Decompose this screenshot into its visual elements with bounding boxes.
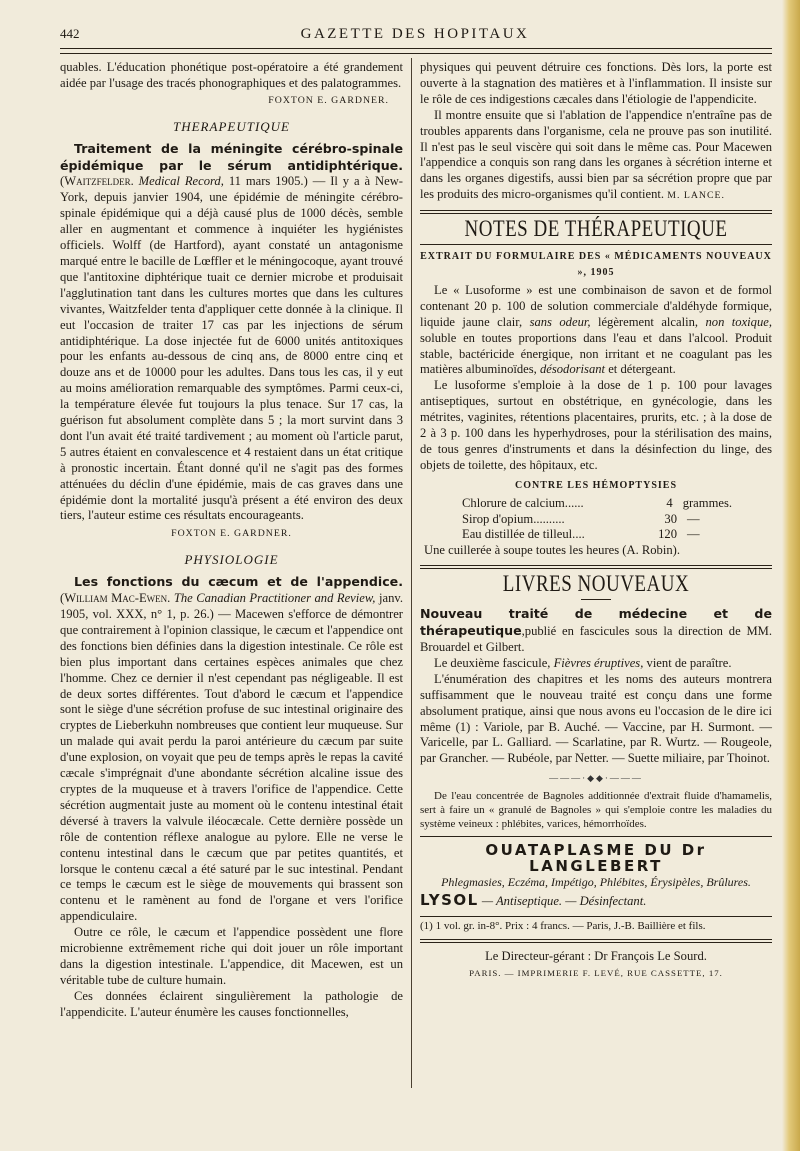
heading-rule <box>420 244 772 245</box>
article-heading: Traitement de la méningite cérébro-spinale épidémique par le sérum antidiphtérique. <box>60 140 403 173</box>
article-author: (Waitzfelder. <box>60 174 134 189</box>
book-paragraph-2: L'énumération des chapitres et les noms des auteurs montrera suffisamment que le nouveau traité est conçu dans une forme absolument pratique, ainsi que nous avons eu l'occasion de le dire ici même (1) : Variole, par B. Auché. — Vaccine, par H. Surmont. — Varicelle, par L. Galliard. — Scarlatine, par R. Wurtz. — Rougeole, par Grancher. — Rubéole, par Netter. — Suette miliaire, par Thoinot. <box>420 671 772 766</box>
article-body: janv. 1905, vol. XXX, n° 1, p. 26.) — Macewen s'efforce de démontrer que contrairement à l'opinion classique, le cæcum et l'appendice ont des fonctions bien définies dans la digestion intestinale. Ce rôle est bien plus important dans certaines espèces animales que chez l'homme. Chez ce dernier il n'est cependant pas négligeable. Il est de deux sortes différentes. Tout d'abord le cæcum et l'appendice sont le siège d'une sécrétion profuse de suc intestinal originaire des cryptes de Lieberkuhn nombreuses que contient leur muqueuse. Sur un malade qui avait perdu la paroi antérieure du cæcum par suite d'une explosion, on voyait que peu de temps après le repas la cavité cæcale s'imprégnait d'une abondante sécrétion alcaline issue des cryptes de la muqueuse et à travers l'orifice de l'appendice. Cette sécrétion augmentait juste au moment où le contenu intestinal était déversé à travers la valvule iléocæcale. Cette dernière possède un rôle de contention réflexe analogue au pylore. Elle ne verse le contenu intestinal dans le cæcum que par petites quantités, et lorsque le contenu cæcal a été saturé par le suc intestinal. Pendant ce temps le cæcum est le siège de mouvements qui brassent son contenu et le ramènent au fond de l'organe et vers l'orifice appendiculaire. <box>60 591 403 924</box>
ouataplasme-ad-subtitle: Phlegmasies, Eczéma, Impétigo, Phlébites, Érysipèles, Brûlures. <box>441 874 751 889</box>
imprint-line: PARIS. — IMPRIMERIE F. LEVÉ, RUE CASSETTE, 17. <box>469 967 723 978</box>
page-number: 442 <box>60 26 80 41</box>
book-text: vient de paraître. <box>646 655 732 670</box>
ad-rule <box>420 836 772 837</box>
section-title-physiologie: PHYSIOLOGIE <box>184 552 279 568</box>
director-line: Le Directeur-gérant : Dr François Le Sourd. <box>485 948 707 963</box>
lysol-ad <box>420 890 772 910</box>
article-signature: FOXTON E. GARDNER. <box>171 528 292 540</box>
article-caecum <box>60 574 403 925</box>
extract-heading: EXTRAIT DU FORMULAIRE DES « MÉDICAMENTS NOUVEAUX », 1905 <box>420 251 772 278</box>
formula-unit: — <box>687 511 700 526</box>
article-caecum-p3: Ces données éclairent singulièrement la pathologie de l'appendicite. L'auteur énumère les causes fonctionnelles, <box>60 988 403 1019</box>
continued-signature: M. LANCE. <box>667 190 725 202</box>
ouataplasme-ad-heading: OUATAPLASME DU Dr LANGLEBERT <box>485 841 707 876</box>
section-title-therapeutique: THERAPEUTIQUE <box>173 118 290 134</box>
lusoforme-text: et détergeant. <box>608 362 676 377</box>
formula-ingredient: Sirop d'opium.......... <box>462 511 565 526</box>
article-body: 11 mars 1905.) — Il y a à New-York, depuis janvier 1904, une épidémie de méningite cérébro-spinale épidémique qui a déjà causé plus de 1000 décès, semble aller en augmentant et commence à inquiéter les hygiénistes officiels. Wolff (de Hartford), ayant constaté un antagonisme marqué entre le bacille de Lœffler et le méningocoque, ayant trouvé que l'antitoxine diphtérique tuait ce dernier microbe et produisait l'agglutination tant dans les cultures mortes que dans les cultures vivantes, Waitzfelder tenta d'appliquer cette donnée à la clinique. Il eut l'occasion de traiter 17 cas par les injections de sérum antidiphtérique. La dose injectée fut de 6000 unités antitoxiques pour les enfants au-dessous de cinq ans, de 8000 entre cinq et douze ans et de 10000 pour les adultes. Dans tous les cas, il y eut au moins amélioration remarquable des symptômes. Parmi ceux-ci, la température élevée fut toujours la plus tenace. Sur 17 cas, la guérison fut absolument complète dans 5 ; la mort survint dans 3 dont l'un avait été traité tardivement ; au moment où l'article parut, 5 autres étaient en convalescence et 4 restaient dans un état critique à pronostic incertain. Étant donné qu'il ne s'agit pas des formes atténuées du déclin d'une épidémie, mais de cas graves dans une épidémie dont la mortalité jusqu'à présent a été environ des deux tiers, l'auteur estime ces résultats encourageants. <box>60 174 403 523</box>
book-italic: Fièvres éruptives, <box>553 655 644 670</box>
continued-text: Il montre ensuite que si l'ablation de l'appendice n'entraîne pas de troubles apparents dans l'organisme, cela ne prouve pas son inutilité. Il n'est pas le seul viscère qui soit dans le même cas. Pour Macewen l'appendice a conquis son rang dans les organes à sécrétion interne et dans les organes digestifs, aussi bien par sa sécrétion propre que par les produits des micro-organismes qu'il contient. <box>420 107 772 202</box>
book-announcement <box>420 606 772 656</box>
formula-table <box>462 496 732 544</box>
lysol-text: — Antiseptique. — Désinfectant. <box>481 893 647 908</box>
intro-paragraph: quables. L'éducation phonétique post-opératoire a été grandement aidée par l'usage des tracés phonographiques et des palatogrammes. <box>60 60 403 90</box>
journal-title: GAZETTE DES HOPITAUX <box>300 26 530 42</box>
section-rule <box>420 210 772 214</box>
notes-heading: NOTES DE THÉRAPEUTIQUE <box>464 216 728 243</box>
section-rule <box>420 565 772 569</box>
ornament-divider: ———·◆◆·——— <box>549 773 643 784</box>
formula-qty: 30 <box>664 511 677 526</box>
formula-ingredient: Eau distillée de tilleul.... <box>462 527 585 542</box>
lusoforme-text: légèrement alcalin, <box>597 314 699 329</box>
formula-unit: grammes. <box>682 495 732 510</box>
article-author: (William Mac-Ewen. <box>60 591 171 606</box>
article-heading: Les fonctions du cæcum et de l'appendice. <box>74 574 403 590</box>
footnote: (1) 1 vol. gr. in-8°. Prix : 4 francs. — Paris, J.-B. Baillière et fils. <box>420 919 706 932</box>
footnote-rule <box>420 916 772 917</box>
left-column <box>60 60 403 1021</box>
book-text: Le deuxième fascicule, <box>434 655 551 670</box>
book-title: Nouveau traité de médecine et de thérapeutique <box>420 606 772 639</box>
lusoforme-text: soluble en toutes proportions dans l'eau et dans l'alcool. Produit stable, bactéricide énergique, non irritant et ne coagulant pas les matières albuminoïdes, <box>420 330 772 377</box>
formula-row <box>462 527 732 543</box>
article-caecum-p2: Outre ce rôle, le cæcum et l'appendice possèdent une flore microbienne extrêmement riche qui doit jouer un rôle important dans la digestion intestinale. L'appendice, dit Macewen, est un véritable tube de culture humain. <box>60 925 403 987</box>
hemoptysies-heading: CONTRE LES HÉMOPTYSIES <box>514 479 678 491</box>
formula-qty: 120 <box>658 527 677 542</box>
article-source: Medical Record, <box>138 174 224 189</box>
footer-rule <box>420 939 772 943</box>
column-divider <box>411 58 412 1088</box>
formula-note: Une cuillerée à soupe toutes les heures (A. Robin). <box>424 543 680 558</box>
lusoforme-paragraph <box>420 283 772 378</box>
article-meningite <box>60 141 403 525</box>
right-column <box>420 60 772 982</box>
book-paragraph-1 <box>420 656 772 672</box>
lusoforme-italic: désodorisant <box>539 362 606 377</box>
continued-paragraph: physiques qui peuvent détruire ces fonctions. Dès lors, la porte est ouverte à la stagnation des matières et à l'inflammation. Il insiste sur le rôle de ces indigestions cæcales dans l'étiologie de l'appendicite. <box>420 60 772 106</box>
heading-short-rule <box>581 599 611 600</box>
formula-unit: — <box>687 527 700 542</box>
formula-row <box>462 512 732 528</box>
formula-qty: 4 <box>666 495 673 510</box>
formula-ingredient: Chlorure de calcium...... <box>462 495 584 510</box>
lusoforme-italic: non toxique, <box>705 314 772 329</box>
lysol-brand: LYSOL <box>420 890 479 909</box>
page-edge <box>782 0 800 1151</box>
book-subtitle: ,publié en fascicules sous la direction de MM. Brouardel et Gilbert. <box>420 624 772 654</box>
intro-signature: FOXTON E. GARDNER. <box>268 94 389 106</box>
header-rule <box>60 48 772 54</box>
lusoforme-italic: sans odeur, <box>529 314 591 329</box>
bagnoles-notice: De l'eau concentrée de Bagnoles additionnée d'extrait fluide d'hamamelis, sert à faire un « granulé de Bagnoles » qui s'emploie contre les maladies du système veineux : phlébites, varices, hémorrhoïdes. <box>420 790 772 831</box>
article-source: The Canadian Practitioner and Review, <box>173 591 376 606</box>
livres-heading: LIVRES NOUVEAUX <box>502 572 690 598</box>
continued-paragraph-2 <box>420 108 772 204</box>
lusoforme-text: Le « Lusoforme » est une combinaison de savon et de formol contenant 20 p. 100 de solution commerciale d'aldéhyde formique, liquide jaune clair, <box>420 282 772 329</box>
page-header <box>60 24 770 46</box>
lusoforme-paragraph-2: Le lusoforme s'emploie à la dose de 1 p. 100 pour lavages antiseptiques, surtout en obstétrique, en gynécologie, dans les métrites, vaginites, rétentions placentaires, prurits, etc. ; à la dose de 2 à 3 p. 100 dans les hyperhydroses, pour la stérilisation des mains, de tous genres d'instruments et dans la désinfection du linge, des objets de toilette, des hôpitaux, etc. <box>420 378 772 472</box>
formula-row <box>462 496 732 512</box>
